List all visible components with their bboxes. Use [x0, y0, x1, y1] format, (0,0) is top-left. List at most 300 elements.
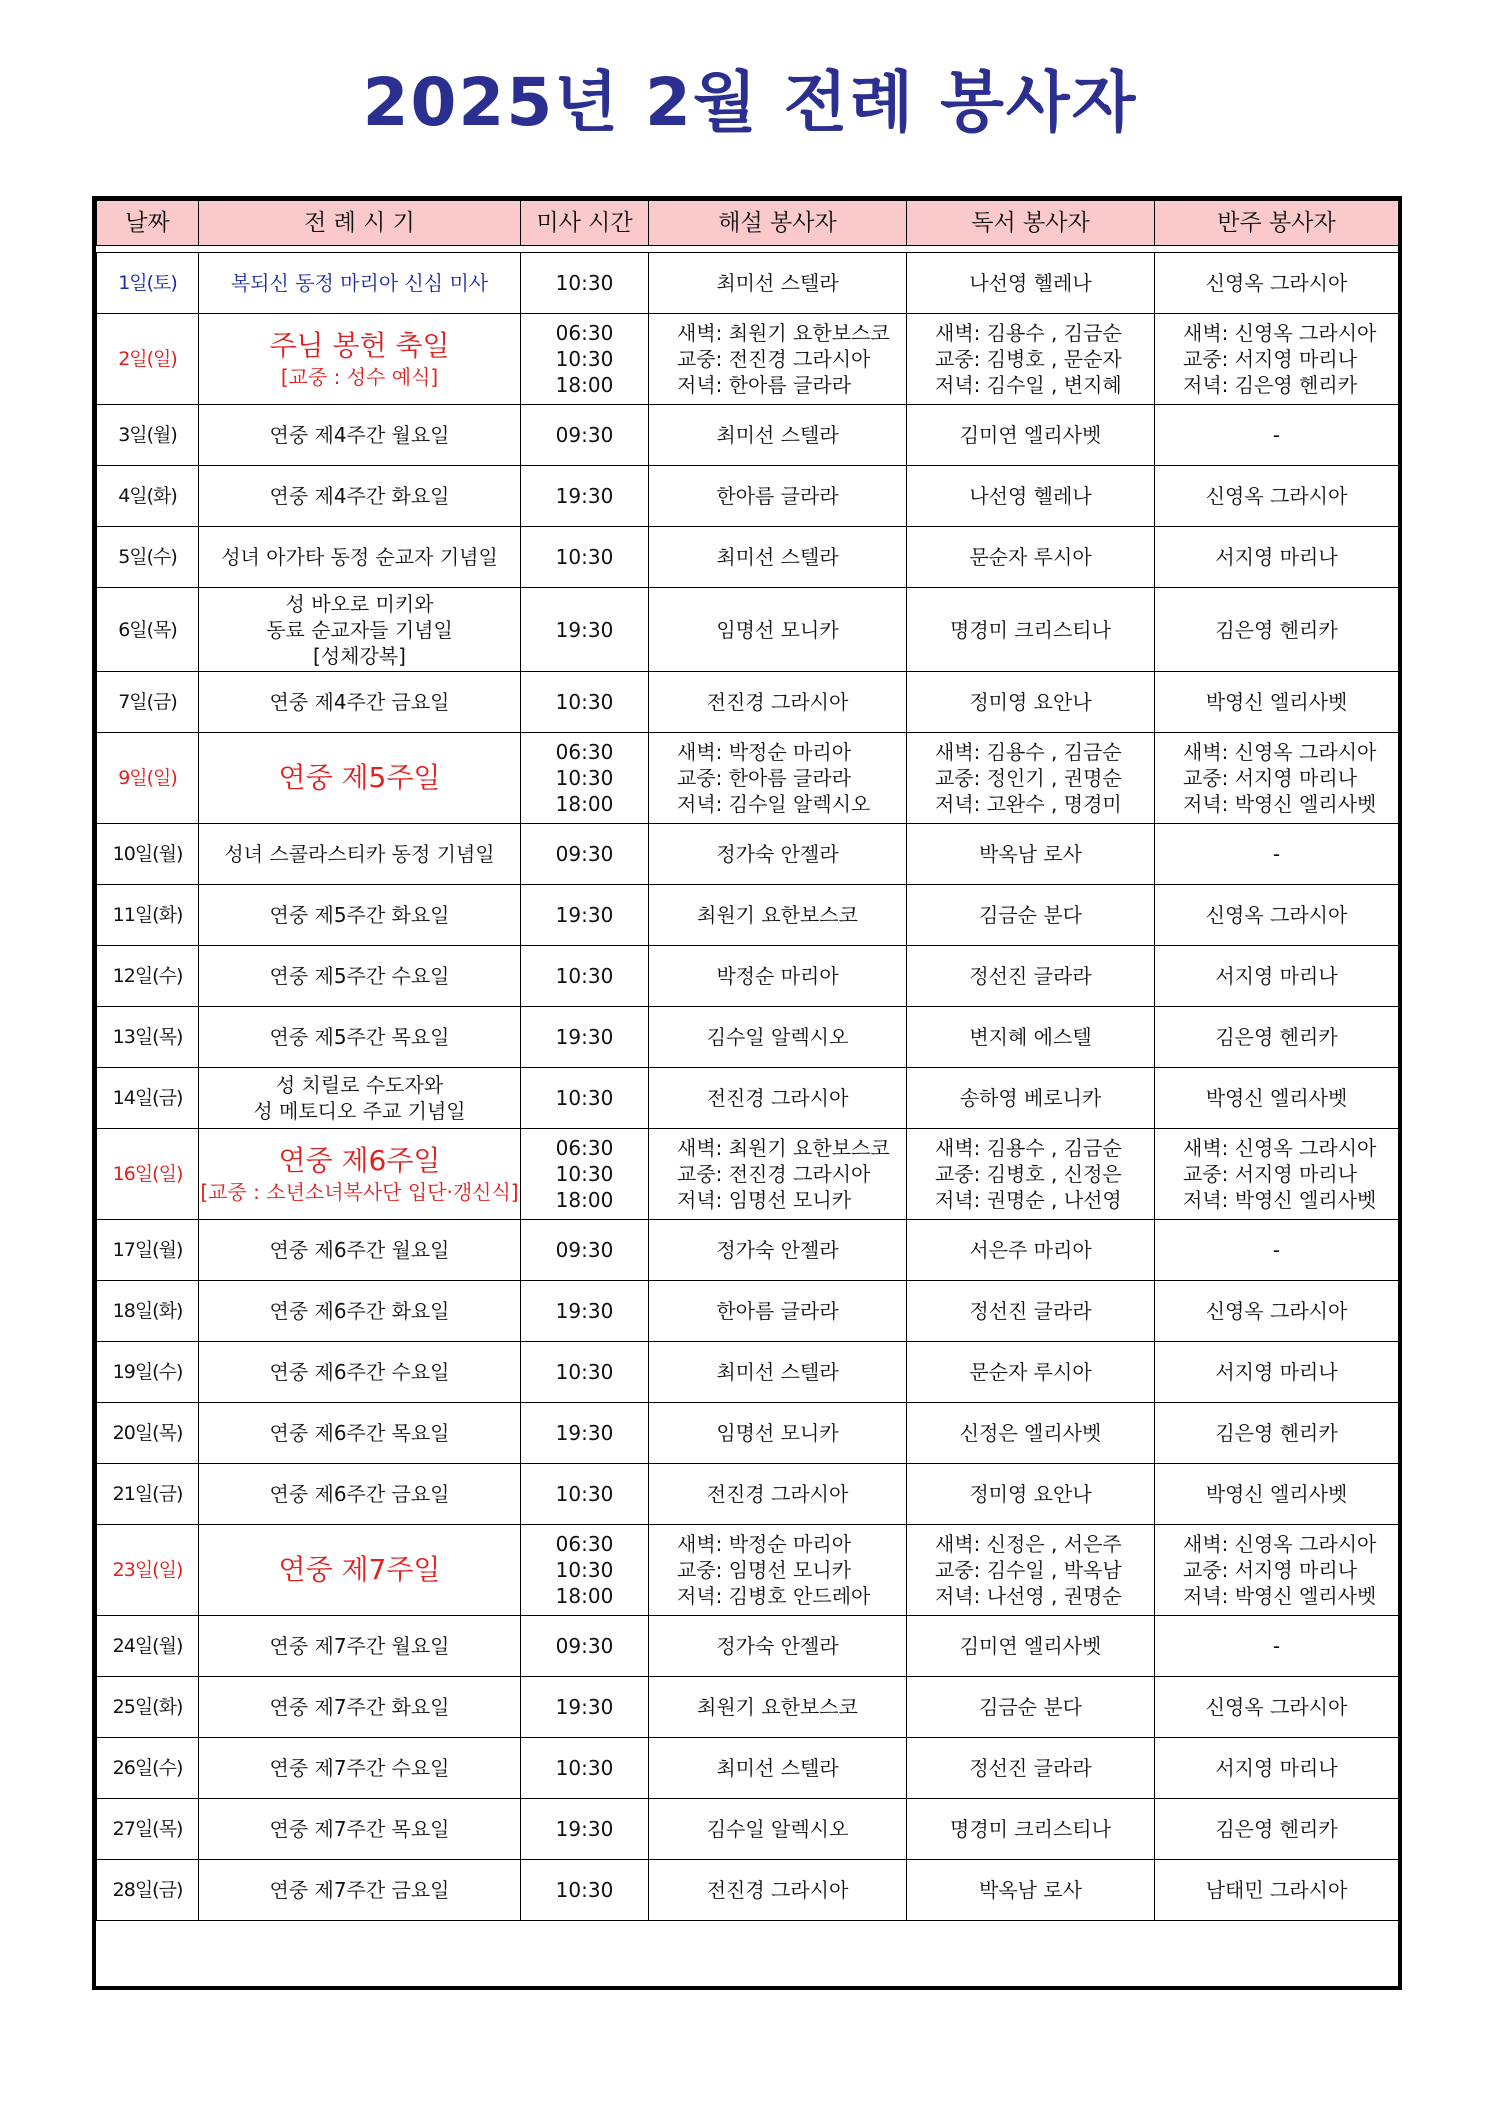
cell-reading: [907, 405, 1155, 466]
cell-date: 24일(월): [97, 1616, 199, 1677]
cell-reading-line: 문순자 루시아: [969, 1360, 1092, 1384]
cell-reading-line: 명경미 크리스티나: [950, 1817, 1111, 1841]
cell-commentary-line: 저녁: 김수일 알렉시오: [677, 792, 871, 816]
cell-commentary-line: 새벽: 박정순 마리아: [677, 1532, 852, 1556]
cell-time-line: 10:30: [555, 1360, 614, 1384]
cell-reading-line: 저녁: 나선영 , 권명순: [935, 1584, 1122, 1608]
cell-date: 11일(화): [97, 885, 199, 946]
cell-time: [521, 253, 649, 314]
cell-organ: [1155, 1799, 1399, 1860]
cell-time: [521, 885, 649, 946]
cell-reading: [907, 1464, 1155, 1525]
cell-organ: [1155, 1738, 1399, 1799]
table-row: [97, 1860, 1399, 1921]
cell-liturgy-line: 연중 제6주간 화요일: [269, 1299, 450, 1323]
cell-time: [521, 1129, 649, 1220]
cell-liturgy-line: 성 바오로 미키와: [285, 591, 434, 616]
cell-liturgy-line: 연중 제5주간 수요일: [269, 964, 450, 988]
cell-time-line: 18:00: [555, 373, 614, 397]
cell-time-line: 06:30: [555, 740, 614, 764]
cell-organ: [1155, 1525, 1399, 1616]
cell-commentary: [649, 1860, 907, 1921]
cell-organ-line: 김은영 헨리카: [1215, 617, 1338, 642]
cell-organ: [1155, 946, 1399, 1007]
cell-date: 23일(일): [97, 1525, 199, 1616]
cell-liturgy: [199, 466, 521, 527]
cell-commentary-line: 전진경 그라시아: [706, 1086, 849, 1110]
cell-commentary: [649, 1799, 907, 1860]
cell-date: 14일(금): [97, 1068, 199, 1129]
cell-reading-line: 저녁: 고완수 , 명경미: [935, 792, 1122, 816]
cell-commentary-line: 교중: 전진경 그라시아: [677, 347, 871, 371]
cell-time-line: 06:30: [555, 1532, 614, 1556]
cell-date: 21일(금): [97, 1464, 199, 1525]
cell-commentary: [649, 946, 907, 1007]
cell-organ-line: 김은영 헨리카: [1215, 1025, 1338, 1049]
cell-liturgy-line: 연중 제6주간 월요일: [269, 1238, 450, 1262]
cell-liturgy-line: 연중 제4주간 화요일: [269, 484, 450, 508]
cell-commentary-line: 박정순 마리아: [716, 964, 839, 988]
cell-organ-line: 저녁: 박영신 엘리사벳: [1183, 792, 1377, 816]
cell-reading-line: 새벽: 신정은 , 서은주: [935, 1532, 1122, 1556]
cell-organ: [1155, 1281, 1399, 1342]
cell-time-line: 09:30: [555, 1634, 614, 1658]
cell-date: 7일(금): [97, 672, 199, 733]
cell-commentary-line: 저녁: 김병호 안드레아: [677, 1584, 871, 1608]
cell-time-line: 10:30: [555, 1482, 614, 1506]
cell-commentary: [649, 253, 907, 314]
cell-time-line: 18:00: [555, 792, 614, 816]
cell-commentary: [649, 1403, 907, 1464]
table-row: [97, 1799, 1399, 1860]
cell-organ: [1155, 1068, 1399, 1129]
cell-time: [521, 1403, 649, 1464]
cell-time: [521, 824, 649, 885]
cell-organ: [1155, 588, 1399, 672]
cell-organ: [1155, 405, 1399, 466]
cell-organ: [1155, 1220, 1399, 1281]
table-row: [97, 527, 1399, 588]
table-row: [97, 1007, 1399, 1068]
cell-liturgy-line: 연중 제7주간 월요일: [269, 1634, 450, 1658]
cell-liturgy: [199, 1068, 521, 1129]
cell-reading-line: 정미영 요안나: [969, 1482, 1092, 1506]
cell-liturgy: [199, 1677, 521, 1738]
cell-commentary-line: 한아름 글라라: [716, 1299, 839, 1323]
cell-organ-line: 저녁: 김은영 헨리카: [1183, 373, 1358, 397]
cell-time: [521, 1007, 649, 1068]
page-title: 2025년 2월 전례 봉사자: [362, 64, 1138, 141]
cell-reading: [907, 1860, 1155, 1921]
cell-liturgy: [199, 1860, 521, 1921]
cell-liturgy: [199, 1799, 521, 1860]
cell-reading-line: 김미연 엘리사벳: [959, 423, 1102, 447]
header-date: 날짜: [97, 201, 199, 246]
cell-time-line: 09:30: [555, 1238, 614, 1262]
cell-reading-line: 나선영 헬레나: [969, 271, 1092, 295]
cell-liturgy-sub: [교중 : 소년소녀복사단 입단·갱신식]: [200, 1180, 519, 1204]
cell-organ-line: -: [1272, 1238, 1281, 1262]
cell-time-line: 06:30: [555, 321, 614, 345]
table-row: [97, 588, 1399, 672]
cell-liturgy-line: 연중 제7주간 금요일: [269, 1878, 450, 1902]
table-row: [97, 1220, 1399, 1281]
cell-liturgy: [199, 1281, 521, 1342]
cell-time-line: 10:30: [555, 1162, 614, 1186]
cell-commentary: [649, 1738, 907, 1799]
cell-reading-line: 정미영 요안나: [969, 690, 1092, 714]
cell-organ: [1155, 466, 1399, 527]
cell-reading-line: 신정은 엘리사벳: [959, 1421, 1102, 1445]
cell-liturgy-line: [성체강복]: [313, 643, 406, 668]
cell-reading: [907, 1007, 1155, 1068]
cell-organ-line: 신영옥 그라시아: [1205, 271, 1348, 295]
cell-commentary-line: 교중: 전진경 그라시아: [677, 1162, 871, 1186]
cell-commentary: [649, 1616, 907, 1677]
cell-time: [521, 466, 649, 527]
cell-liturgy: [199, 314, 521, 405]
cell-organ: [1155, 1677, 1399, 1738]
cell-reading-line: 교중: 정인기 , 권명순: [935, 766, 1122, 790]
cell-organ-line: 새벽: 신영옥 그라시아: [1183, 1532, 1377, 1556]
table-row: [97, 1129, 1399, 1220]
cell-reading: [907, 1677, 1155, 1738]
cell-organ-line: 새벽: 신영옥 그라시아: [1183, 1136, 1377, 1160]
schedule-table: [96, 200, 1399, 1921]
table-row: [97, 1616, 1399, 1677]
cell-liturgy-line: 연중 제7주간 화요일: [269, 1695, 450, 1719]
table-row: [97, 885, 1399, 946]
cell-reading-line: 정선진 글라라: [969, 1756, 1092, 1780]
cell-commentary-line: 전진경 그라시아: [706, 1482, 849, 1506]
cell-date: 28일(금): [97, 1860, 199, 1921]
cell-time-line: 10:30: [555, 545, 614, 569]
cell-time-line: 19:30: [555, 1421, 614, 1445]
table-row: [97, 1281, 1399, 1342]
cell-commentary: [649, 672, 907, 733]
cell-liturgy: [199, 1738, 521, 1799]
cell-time-line: 10:30: [555, 690, 614, 714]
cell-time-line: 19:30: [555, 1817, 614, 1841]
cell-commentary: [649, 1007, 907, 1068]
cell-commentary-line: 새벽: 최원기 요한보스코: [677, 321, 890, 345]
cell-liturgy-line: 연중 제7주일: [278, 1553, 441, 1586]
cell-reading: [907, 1525, 1155, 1616]
cell-time-line: 18:00: [555, 1584, 614, 1608]
cell-commentary: [649, 1464, 907, 1525]
cell-organ-line: 서지영 마리나: [1215, 1756, 1338, 1780]
cell-date: 9일(일): [97, 733, 199, 824]
cell-reading: [907, 672, 1155, 733]
cell-commentary: [649, 1281, 907, 1342]
cell-liturgy-line: 주님 봉헌 축일: [269, 329, 450, 362]
cell-organ-line: 교중: 서지영 마리나: [1183, 347, 1358, 371]
cell-date: 2일(일): [97, 314, 199, 405]
cell-organ: [1155, 1464, 1399, 1525]
cell-date: 17일(월): [97, 1220, 199, 1281]
cell-commentary-line: 최미선 스텔라: [716, 545, 839, 569]
cell-reading-line: 정선진 글라라: [969, 964, 1092, 988]
cell-commentary: [649, 527, 907, 588]
cell-commentary-line: 정가숙 안젤라: [716, 1634, 839, 1658]
cell-organ: [1155, 885, 1399, 946]
cell-liturgy: [199, 1464, 521, 1525]
cell-commentary: [649, 1677, 907, 1738]
cell-commentary-line: 최미선 스텔라: [716, 1360, 839, 1384]
cell-time: [521, 1860, 649, 1921]
cell-reading: [907, 885, 1155, 946]
cell-liturgy-line: 연중 제4주간 금요일: [269, 690, 450, 714]
cell-commentary-line: 새벽: 박정순 마리아: [677, 740, 852, 764]
cell-liturgy: [199, 946, 521, 1007]
cell-commentary-line: 임명선 모니카: [716, 1421, 839, 1445]
cell-commentary-line: 김수일 알렉시오: [706, 1025, 849, 1049]
cell-date: 18일(화): [97, 1281, 199, 1342]
cell-reading-line: 문순자 루시아: [969, 545, 1092, 569]
cell-liturgy: [199, 588, 521, 672]
cell-organ-line: 신영옥 그라시아: [1205, 903, 1348, 927]
cell-reading-line: 변지혜 에스텔: [969, 1025, 1092, 1049]
cell-organ: [1155, 824, 1399, 885]
header-time: 미사 시간: [521, 201, 649, 246]
cell-reading-line: 교중: 김병호 , 문순자: [935, 347, 1122, 371]
cell-reading-line: 새벽: 김용수 , 김금순: [935, 1136, 1122, 1160]
cell-organ-line: 교중: 서지영 마리나: [1183, 766, 1358, 790]
cell-reading-line: 저녁: 김수일 , 변지혜: [935, 373, 1122, 397]
cell-organ: [1155, 527, 1399, 588]
cell-reading-line: 서은주 마리아: [969, 1238, 1092, 1262]
cell-date: 10일(월): [97, 824, 199, 885]
cell-liturgy-line: 복되신 동정 마리아 신심 미사: [230, 271, 489, 295]
cell-time: [521, 1616, 649, 1677]
cell-commentary-line: 최미선 스텔라: [716, 1756, 839, 1780]
cell-date: 13일(목): [97, 1007, 199, 1068]
table-row: [97, 946, 1399, 1007]
table-row: [97, 1738, 1399, 1799]
cell-organ: [1155, 253, 1399, 314]
cell-commentary-line: 교중: 한아름 글라라: [677, 766, 852, 790]
table-row: [97, 672, 1399, 733]
cell-liturgy-line: 연중 제4주간 월요일: [269, 423, 450, 447]
cell-time-line: 09:30: [555, 423, 614, 447]
cell-time-line: 10:30: [555, 1756, 614, 1780]
cell-organ-line: 신영옥 그라시아: [1205, 1695, 1348, 1719]
cell-commentary-line: 정가숙 안젤라: [716, 842, 839, 866]
cell-reading: [907, 253, 1155, 314]
cell-time: [521, 733, 649, 824]
cell-organ-line: 서지영 마리나: [1215, 964, 1338, 988]
cell-liturgy-line: 동료 순교자들 기념일: [266, 617, 453, 642]
table-row: [97, 1403, 1399, 1464]
cell-time-line: 09:30: [555, 842, 614, 866]
cell-date: 6일(목): [97, 588, 199, 672]
cell-commentary: [649, 1068, 907, 1129]
cell-organ-line: 서지영 마리나: [1215, 545, 1338, 569]
cell-reading-line: 김금순 분다: [979, 1695, 1082, 1719]
cell-liturgy-sub: [교중 : 성수 예식]: [280, 365, 439, 389]
cell-liturgy: [199, 1616, 521, 1677]
cell-reading: [907, 946, 1155, 1007]
cell-liturgy-line: 성녀 스콜라스티카 동정 기념일: [224, 842, 495, 866]
cell-commentary-line: 최미선 스텔라: [716, 271, 839, 295]
cell-organ-line: 신영옥 그라시아: [1205, 484, 1348, 508]
cell-commentary-line: 최원기 요한보스코: [697, 1695, 858, 1719]
table-body: [97, 253, 1399, 1921]
cell-liturgy: [199, 672, 521, 733]
cell-liturgy-line: 성 메토디오 주교 기념일: [253, 1099, 466, 1123]
cell-date: 25일(화): [97, 1677, 199, 1738]
cell-time-line: 06:30: [555, 1136, 614, 1160]
cell-date: 3일(월): [97, 405, 199, 466]
cell-time-line: 19:30: [555, 1299, 614, 1323]
cell-liturgy-line: 연중 제6주간 수요일: [269, 1360, 450, 1384]
cell-time: [521, 1281, 649, 1342]
cell-liturgy-line: 연중 제5주일: [278, 761, 441, 794]
cell-time-line: 10:30: [555, 271, 614, 295]
cell-liturgy-line: 연중 제6주일: [278, 1144, 441, 1177]
cell-reading: [907, 1281, 1155, 1342]
cell-date: 27일(목): [97, 1799, 199, 1860]
cell-liturgy-line: 연중 제5주간 목요일: [269, 1025, 450, 1049]
cell-time-line: 10:30: [555, 766, 614, 790]
cell-organ-line: 박영신 엘리사벳: [1205, 1086, 1348, 1110]
cell-organ: [1155, 1403, 1399, 1464]
cell-organ-line: 저녁: 박영신 엘리사벳: [1183, 1188, 1377, 1212]
cell-date: 20일(목): [97, 1403, 199, 1464]
header-row: [97, 201, 1399, 246]
cell-time-line: 10:30: [555, 347, 614, 371]
cell-reading-line: 새벽: 김용수 , 김금순: [935, 740, 1122, 764]
cell-commentary-line: 임명선 모니카: [716, 617, 839, 642]
cell-commentary: [649, 1129, 907, 1220]
cell-organ-line: 박영신 엘리사벳: [1205, 690, 1348, 714]
cell-time: [521, 1738, 649, 1799]
cell-organ-line: 박영신 엘리사벳: [1205, 1482, 1348, 1506]
cell-reading: [907, 1738, 1155, 1799]
cell-organ-line: 남태민 그라시아: [1205, 1878, 1348, 1902]
cell-commentary: [649, 824, 907, 885]
cell-organ: [1155, 672, 1399, 733]
cell-time-line: 19:30: [555, 903, 614, 927]
cell-time: [521, 527, 649, 588]
cell-time-line: 19:30: [555, 1025, 614, 1049]
cell-reading-line: 송하영 베로니카: [959, 1086, 1102, 1110]
cell-commentary-line: 저녁: 한아름 글라라: [677, 373, 852, 397]
cell-date: 1일(토): [97, 253, 199, 314]
cell-commentary-line: 저녁: 임명선 모니카: [677, 1188, 852, 1212]
cell-commentary: [649, 588, 907, 672]
cell-date: 5일(수): [97, 527, 199, 588]
cell-time: [521, 1220, 649, 1281]
cell-commentary-line: 정가숙 안젤라: [716, 1238, 839, 1262]
cell-reading: [907, 1129, 1155, 1220]
cell-reading-line: 새벽: 김용수 , 김금순: [935, 321, 1122, 345]
cell-reading-line: 저녁: 권명순 , 나선영: [935, 1188, 1122, 1212]
cell-time-line: 10:30: [555, 1558, 614, 1582]
cell-organ: [1155, 1616, 1399, 1677]
cell-date: 4일(화): [97, 466, 199, 527]
cell-commentary: [649, 1220, 907, 1281]
cell-time: [521, 1068, 649, 1129]
table-row: [97, 1525, 1399, 1616]
cell-liturgy: [199, 405, 521, 466]
cell-liturgy: [199, 1403, 521, 1464]
cell-organ-line: 김은영 헨리카: [1215, 1817, 1338, 1841]
cell-reading-line: 정선진 글라라: [969, 1299, 1092, 1323]
cell-reading-line: 김미연 엘리사벳: [959, 1634, 1102, 1658]
cell-liturgy: [199, 824, 521, 885]
cell-organ: [1155, 314, 1399, 405]
cell-time-line: 10:30: [555, 964, 614, 988]
cell-time: [521, 1342, 649, 1403]
cell-time: [521, 946, 649, 1007]
table-row: [97, 405, 1399, 466]
cell-liturgy: [199, 733, 521, 824]
cell-time-line: 10:30: [555, 1086, 614, 1110]
cell-organ: [1155, 1860, 1399, 1921]
cell-organ-line: 김은영 헨리카: [1215, 1421, 1338, 1445]
cell-time: [521, 588, 649, 672]
cell-commentary: [649, 405, 907, 466]
cell-reading: [907, 588, 1155, 672]
cell-commentary: [649, 466, 907, 527]
cell-reading-line: 박옥남 로사: [979, 1878, 1082, 1902]
cell-time: [521, 1677, 649, 1738]
cell-organ: [1155, 1129, 1399, 1220]
cell-liturgy-line: 성녀 아가타 동정 순교자 기념일: [221, 545, 498, 569]
cell-liturgy-line: 연중 제5주간 화요일: [269, 903, 450, 927]
cell-commentary-line: 김수일 알렉시오: [706, 1817, 849, 1841]
table-row: [97, 733, 1399, 824]
cell-time: [521, 405, 649, 466]
cell-liturgy: [199, 1007, 521, 1068]
cell-commentary: [649, 885, 907, 946]
cell-organ-line: 서지영 마리나: [1215, 1360, 1338, 1384]
cell-liturgy: [199, 1342, 521, 1403]
cell-reading-line: 나선영 헬레나: [969, 484, 1092, 508]
cell-organ-line: 신영옥 그라시아: [1205, 1299, 1348, 1323]
cell-liturgy-line: 연중 제7주간 수요일: [269, 1756, 450, 1780]
cell-commentary-line: 새벽: 최원기 요한보스코: [677, 1136, 890, 1160]
cell-organ-line: 교중: 서지영 마리나: [1183, 1558, 1358, 1582]
cell-reading: [907, 733, 1155, 824]
table-row: [97, 1464, 1399, 1525]
cell-liturgy: [199, 527, 521, 588]
cell-commentary: [649, 733, 907, 824]
cell-liturgy-line: 연중 제6주간 목요일: [269, 1421, 450, 1445]
table-row: [97, 1342, 1399, 1403]
cell-commentary-line: 전진경 그라시아: [706, 1878, 849, 1902]
cell-organ-line: 교중: 서지영 마리나: [1183, 1162, 1358, 1186]
cell-date: 19일(수): [97, 1342, 199, 1403]
cell-liturgy-line: 연중 제7주간 목요일: [269, 1817, 450, 1841]
cell-date: 26일(수): [97, 1738, 199, 1799]
cell-reading-line: 교중: 김수일 , 박옥남: [935, 1558, 1122, 1582]
cell-commentary-line: 한아름 글라라: [716, 484, 839, 508]
cell-organ-line: 저녁: 박영신 엘리사벳: [1183, 1584, 1377, 1608]
cell-commentary-line: 최미선 스텔라: [716, 423, 839, 447]
cell-reading: [907, 466, 1155, 527]
cell-reading-line: 박옥남 로사: [979, 842, 1082, 866]
cell-reading: [907, 527, 1155, 588]
cell-reading: [907, 1799, 1155, 1860]
cell-reading: [907, 1616, 1155, 1677]
cell-time: [521, 1799, 649, 1860]
header-liturgy: 전 례 시 기: [199, 201, 521, 246]
cell-reading: [907, 1068, 1155, 1129]
cell-organ: [1155, 1007, 1399, 1068]
table-row: [97, 314, 1399, 405]
